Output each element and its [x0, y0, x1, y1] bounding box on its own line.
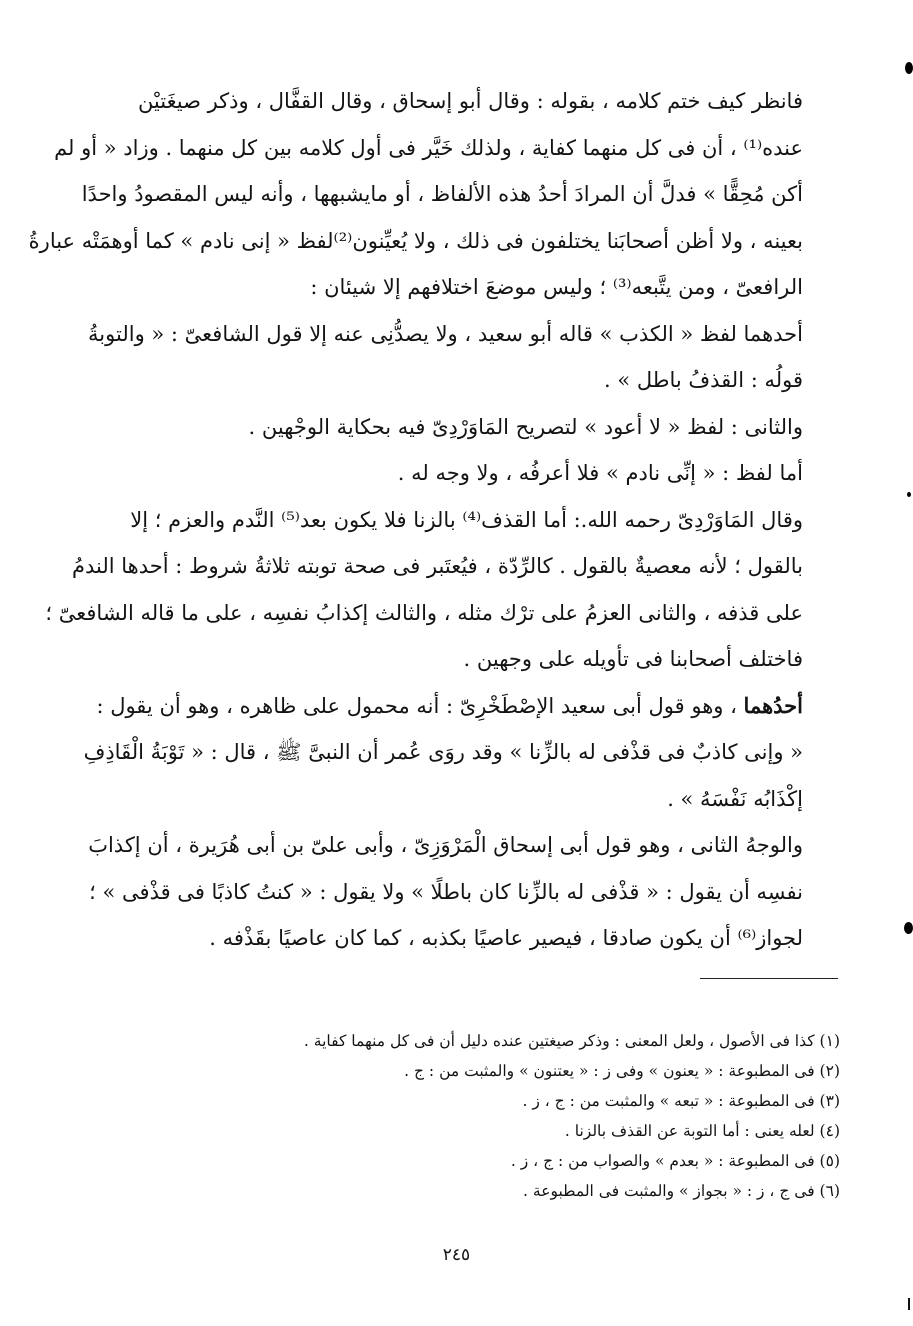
text-line: « وإنى كاذبٌ فى قذْفى له بالزِّنا » وقد روَى عُمر أن النبىَّ ﷺ ، قال : « تَوْبَةُ الْقَاذِفِ	[83, 740, 803, 764]
paragraph-7	[88, 822, 841, 962]
footnotes	[180, 1026, 840, 1206]
text-line: بعينه ، ولا أظن أصحابَنا يختلفون فى ذلك ، ولا يُعيِّنون⁽²⁾لفظ « إنى نادم » كما أوهمَتْه عبارةُ	[28, 228, 803, 253]
text-line: والوجهُ الثانى ، وهو قول أبى إسحاق الْمَرْوَزِىّ ، وأبى علىّ بن أبى هُرَيرة ، أن إكذابَ	[88, 833, 803, 857]
paragraph-2	[88, 311, 841, 404]
scan-dot-mark	[904, 922, 913, 934]
footnote: (٦) فى ج ، ز : « بجواز » والمثبت فى المطبوعة .	[523, 1182, 840, 1200]
footnote: (٣) فى المطبوعة : « تبعه » والمثبت من : ج ، ز .	[522, 1092, 840, 1110]
text-line: أما لفظ : « إنِّى نادم » فلا أعرفُه ، ولا وجه له .	[397, 461, 803, 485]
paragraph-6	[83, 683, 841, 823]
page-number: ٢٤٥	[442, 1245, 471, 1265]
paragraph-3	[95, 404, 841, 451]
footnote-divider	[700, 978, 838, 979]
bold-heading: أحدُهما	[743, 692, 803, 718]
text-line: بالقول ؛ لأنه معصيةٌ بالقول . كالرِّدّة ، فيُعتَبر فى صحة توبته ثلاثةُ شروط : أحدها الندمُ	[72, 554, 803, 578]
footnote: (٥) فى المطبوعة : « بعدم » والصواب من : ج ، ز .	[510, 1152, 840, 1170]
text-line: إكْذَابُه نَفْسَهُ » .	[667, 786, 803, 811]
text-line: فانظر كيف ختم كلامه ، بقوله : وقال أبو إسحاق ، وقال القفَّال ، وذكر صيغَتيْن	[137, 89, 803, 113]
text-line: أكن مُحِقًّا » فدلَّ أن المرادَ أحدُ هذه الألفاظ ، أو مايشبهها ، وأنه ليس المقصودُ واحدًا	[81, 182, 803, 206]
paragraph-4	[95, 450, 841, 497]
scan-dot-mark	[905, 62, 913, 74]
text-line: والثانى : لفظ « لا أعود » لتصريح المَاوَرْدِىّ فيه بحكاية الوجْهين .	[248, 414, 803, 439]
text-line: قولُه : القذفُ باطل » .	[603, 368, 803, 392]
text-line: نفسِه أن يقول : « قذْفى له بالزِّنا كان باطلًا » ولا يقول : « كنتُ كاذبًا فى قذْفى » ؛	[89, 879, 803, 904]
text-line: الرافعىّ ، ومن يتَّبعه⁽³⁾ ؛ وليس موضعَ اختلافهم إلا شيئان :	[310, 275, 803, 299]
text-line: على قذفه ، والثانى العزمُ على ترْك مثله ، والثالث إكذابُ نفسِه ، على ما قاله الشافعىّ ؛	[45, 600, 803, 625]
scan-edge-mark	[908, 1298, 910, 1310]
text-line: لجواز⁽⁶⁾ أن يكون صادقا ، فيصير عاصيًا بكذبه ، كما كان عاصيًا بقَذْفه .	[209, 926, 803, 950]
text-line: عنده⁽¹⁾ ، أن فى كل منهما كفاية ، ولذلك خَيَّر فى أول كلامه بين كل منهما . وزاد « أو لم	[54, 135, 803, 160]
text-line: وقال المَاوَرْدِىّ رحمه الله.: أما القذف⁽⁴⁾ بالزنا فلا يكون بعد⁽⁵⁾ النَّدم والعزم ؛ إلا	[130, 507, 803, 532]
paragraph-1	[28, 78, 841, 311]
text-line	[95, 683, 841, 730]
main-text	[28, 78, 841, 962]
footnote: (٤) لعله يعنى : أما التوبة عن القذف بالزنا .	[564, 1122, 840, 1140]
paragraph-5	[45, 497, 841, 683]
text-run: ، وهو قول أبى سعيد الإصْطَخْرِىّ : أنه محمول على ظاهره ، وهو أن يقول :	[96, 693, 744, 718]
text-line: أحدهما لفظ « الكذب » قاله أبو سعيد ، ولا يصدُّنِى عنه إلا قول الشافعىّ : « والتوبةُ	[88, 321, 803, 346]
footnote: (٢) فى المطبوعة : « يعنون » وفى ز : « يعتنون » والمثبت من : ج .	[404, 1062, 840, 1080]
text-line: فاختلف أصحابنا فى تأويله على وجهين .	[463, 647, 803, 671]
scan-dot-mark	[907, 492, 911, 497]
footnote: (١) كذا فى الأصول ، ولعل المعنى : وذكر صيغتين عنده دليل أن فى كل منهما كفاية .	[303, 1032, 840, 1050]
